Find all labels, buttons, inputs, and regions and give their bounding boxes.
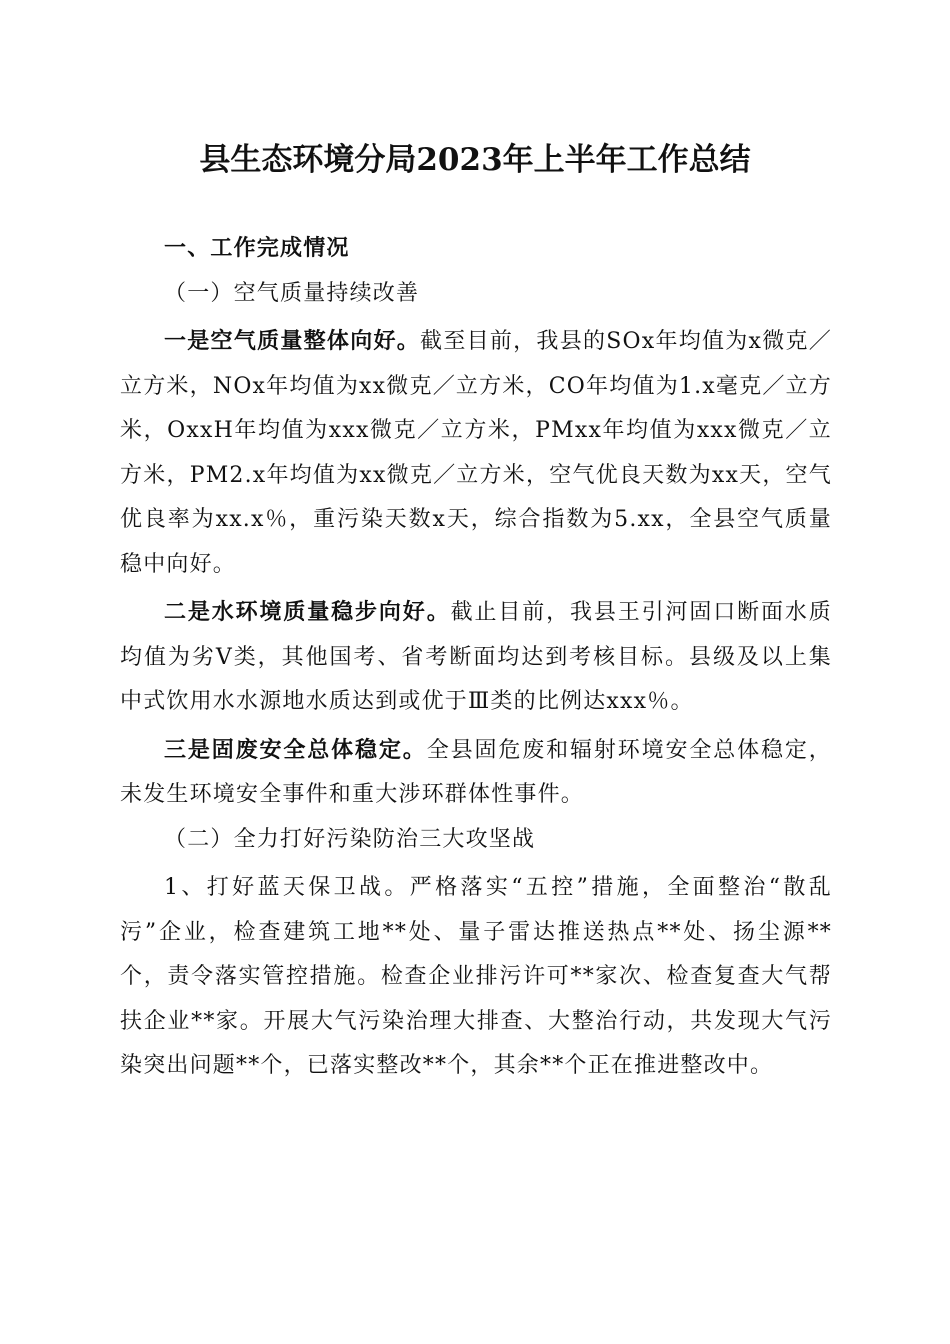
section-heading: 一、工作完成情况: [164, 236, 350, 261]
paragraph-text: 截止目前，我县王引河固口断面水质均值为劣Ⅴ类，其他国考、省考断面均达到考核目标。县级及以上集中式饮用水水源地水质达到或优于Ⅲ类的比例达xxx％。: [120, 600, 832, 714]
document-body: [120, 227, 832, 1089]
paragraph-air-quality: [120, 320, 832, 587]
paragraph-lead: 一是空气质量整体向好。: [164, 329, 421, 354]
document-title: 县生态环境分局2023年上半年工作总结: [199, 142, 751, 178]
subsection-heading-air: （一）空气质量持续改善: [164, 280, 420, 306]
paragraph-lead: 三是固废安全总体稳定。: [164, 737, 427, 763]
paragraph-text: 全县固危废和辐射环境安全总体稳定，未发生环境安全事件和重大涉环群体性事件。: [120, 737, 833, 807]
subsection-heading-pollution: （二）全力打好污染防治三大攻坚战: [164, 826, 536, 852]
paragraph-solid-waste: [120, 729, 832, 818]
paragraph-blue-sky: 1、打好蓝天保卫战。严格落实“五控”措施，全面整治“散乱污”企业，检查建筑工地**处、量子雷达推送热点**处、扬尘源**个，责令落实管控措施。检查企业排污许可**家次、检查复查大气帮扶企业**家。开展大气污染治理大排查、大整治行动，共发现大气污染突出问题**个，已落实整改**个，其余**个正在推进整改中。: [120, 875, 832, 1078]
paragraph-lead: 二是水环境质量稳步向好。: [164, 600, 451, 625]
paragraph-water-quality: [120, 591, 832, 725]
paragraph-text: 截至目前，我县的SOx年均值为x微克／立方米，NOx年均值为xx微克／立方米，CO年均值为1.x毫克／立方米，OxxH年均值为xxx微克／立方米，PMxx年均值为xxx微克／立方米，PM2.x年均值为xx微克／立方米，空气优良天数为xx天，空气优良率为xx.x％，重污染天数x天，综合指数为5.xx，全县空气质量稳中向好。: [120, 329, 832, 577]
